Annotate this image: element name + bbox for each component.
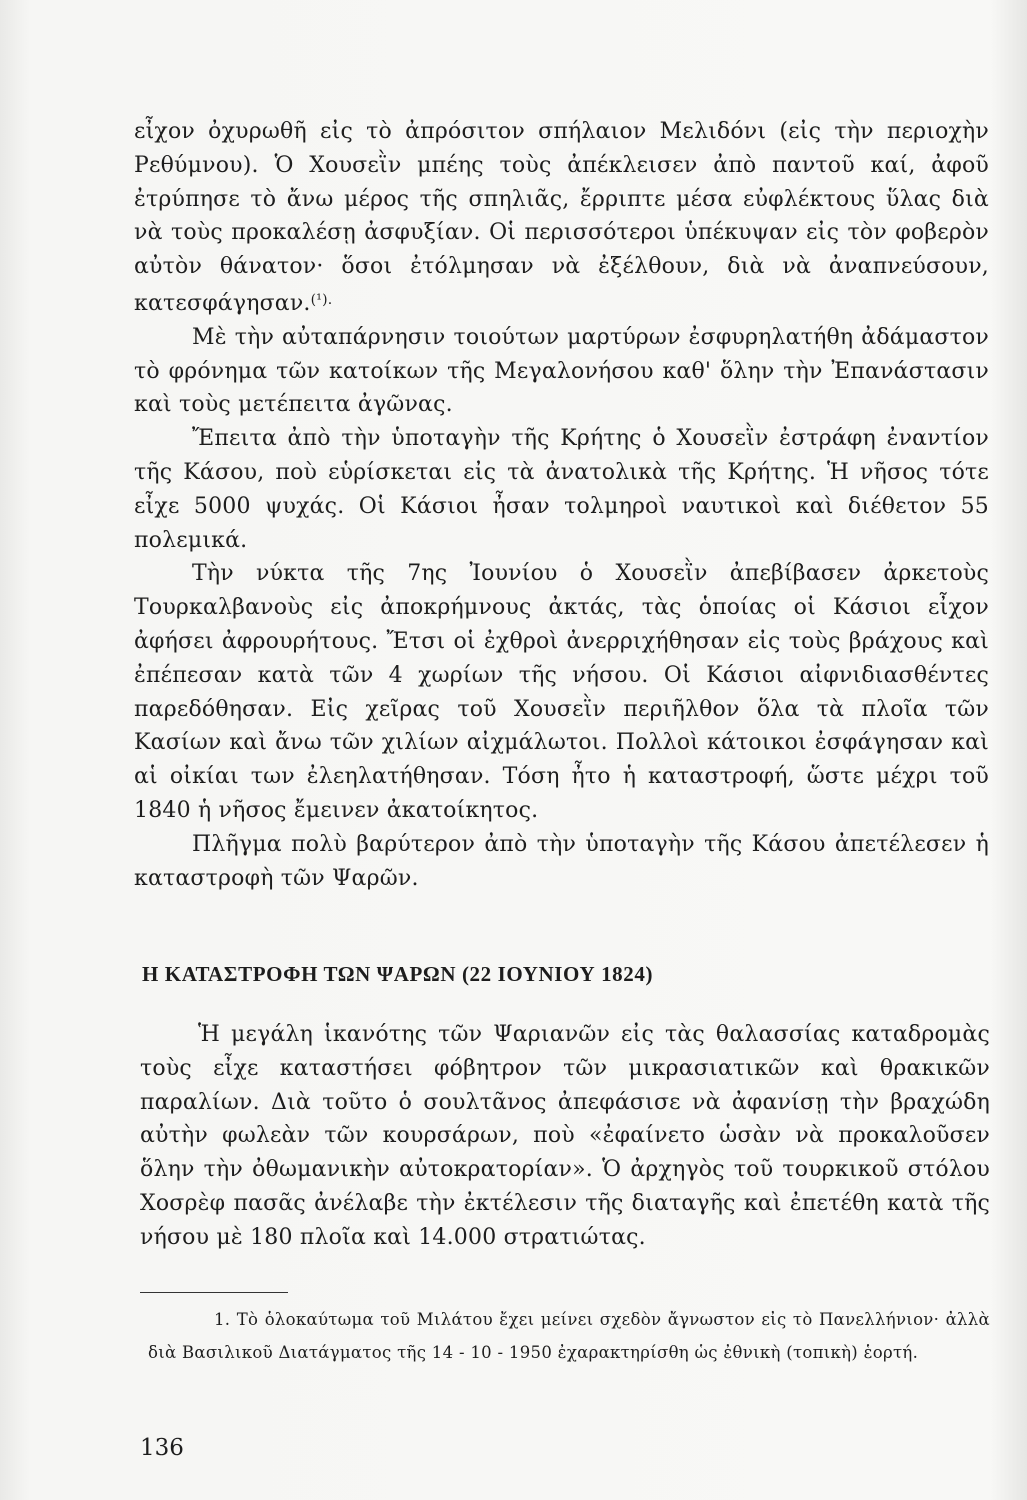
section-text-block (140, 1018, 990, 1255)
paragraph-4: Τὴν νύκτα τῆς 7ης Ἰουνίου ὁ Χουσεῒν ἀπεβίβασεν ἀρκετοὺς Τουρκαλβανοὺς εἰς ἀποκρήμνους ἀκτάς, τὰς ὁποίας οἱ Κάσιοι εἶχον ἀφήσει ἀφρουρήτους. Ἔτσι οἱ ἐχθροὶ ἀνερριχήθησαν εἰς τοὺς βράχους καὶ ἐπέπεσαν κατὰ τῶν 4 χωρίων τῆς νήσου. Οἱ Κάσιοι αἰφνιδιασθέντες παρεδόθησαν. Εἰς χεῖρας τοῦ Χουσεῒν περιῆλθον ὅλα τὰ πλοῖα τῶν Κασίων καὶ ἄνω τῶν χιλίων αἰχμάλωτοι. Πολλοὶ κάτοικοι ἐσφάγησαν καὶ αἱ οἰκίαι των ἐλεηλατήθησαν. Τόση ἦτο ἡ καταστροφή, ὥστε μέχρι τοῦ 1840 ἡ νῆσος ἔμεινεν ἀκατοίκητος. (134, 561, 989, 823)
section-heading: Η ΚΑΤΑΣΤΡΟΦΗ ΤΩΝ ΨΑΡΩΝ (22 ΙΟΥΝΙΟΥ 1824) (142, 962, 654, 986)
main-text-block (134, 115, 989, 895)
paragraph-1-text: εἶχον ὀχυρωθῆ εἰς τὸ ἀπρόσιτον σπήλαιον Μελιδόνι (εἰς τὴν περιοχὴν Ρεθύμνου). Ὁ Χουσεῒν μπέης τοὺς ἀπέκλεισεν ἀπὸ παντοῦ καί, ἀφοῦ ἐτρύπησε τὸ ἄνω μέρος τῆς σπηλιᾶς, ἔρριπτε μέσα εὐφλέκτους ὕλας διὰ νὰ τοὺς προκαλέσῃ ἀσφυξίαν. Οἱ περισσότεροι ὑπέκυψαν εἰς τὸν φοβερὸν αὐτὸν θάνατον· ὅσοι ἐτόλμησαν νὰ ἐξέλθουν, διὰ νὰ ἀναπνεύσουν, κατεσφάγησαν. (134, 119, 989, 316)
footnote-reference: (¹). (310, 291, 333, 308)
paragraph-3: Ἔπειτα ἀπὸ τὴν ὑποταγὴν τῆς Κρήτης ὁ Χουσεῒν ἐστράφη ἐναντίον τῆς Κάσου, ποὺ εὑρίσκεται εἰς τὰ ἀνατολικὰ τῆς Κρήτης. Ἡ νῆσος τότε εἶχε 5000 ψυχάς. Οἱ Κάσιοι ἦσαν τολμηροὶ ναυτικοὶ καὶ διέθετον 55 πολεμικά. (134, 426, 989, 553)
footnote: 1. Τὸ ὁλοκαύτωμα τοῦ Μιλάτου ἔχει μείνει σχεδὸν ἄγνωστον εἰς τὸ Πανελλήνιον· ἀλλὰ διὰ Βασιλικοῦ Διατάγματος τῆς 14 - 10 - 1950 ἐχαρακτηρίσθη ὡς ἐθνικὴ (τοπικὴ) ἑορτή. (148, 1310, 990, 1362)
page-number: 136 (140, 1435, 184, 1461)
paragraph-1 (134, 115, 989, 321)
paragraph-2: Μὲ τὴν αὐταπάρνησιν τοιούτων μαρτύρων ἐσφυρηλατήθη ἀδάμαστον τὸ φρόνημα τῶν κατοίκων τῆς Μεγαλονήσου καθ' ὅλην τὴν Ἐπανάστασιν καὶ τοὺς μετέπειτα ἀγῶνας. (134, 324, 989, 418)
footnote-divider (140, 1292, 288, 1293)
paragraph-5: Πλῆγμα πολὺ βαρύτερον ἀπὸ τὴν ὑποταγὴν τῆς Κάσου ἀπετέλεσεν ἡ καταστροφὴ τῶν Ψαρῶν. (134, 831, 989, 891)
section-paragraph: Ἡ μεγάλη ἱκανότης τῶν Ψαριανῶν εἰς τὰς θαλασσίας καταδρομὰς τοὺς εἶχε καταστήσει φόβητρον τῶν μικρασιατικῶν καὶ θρακικῶν παραλίων. Διὰ τοῦτο ὁ σουλτᾶνος ἀπεφάσισε νὰ ἀφανίσῃ τὴν βραχώδη αὐτὴν φωλεὰν τῶν κουρσάρων, ποὺ «ἐφαίνετο ὡσὰν νὰ προκαλοῦσεν ὅλην τὴν ὀθωμανικὴν αὐτοκρατορίαν». Ὁ ἀρχηγὸς τοῦ τουρκικοῦ στόλου Χοσρὲφ πασᾶς ἀνέλαβε τὴν ἐκτέλεσιν τῆς διαταγῆς καὶ ἐπετέθη κατὰ τῆς νήσου μὲ 180 πλοῖα καὶ 14.000 στρατιώτας. (140, 1022, 990, 1250)
